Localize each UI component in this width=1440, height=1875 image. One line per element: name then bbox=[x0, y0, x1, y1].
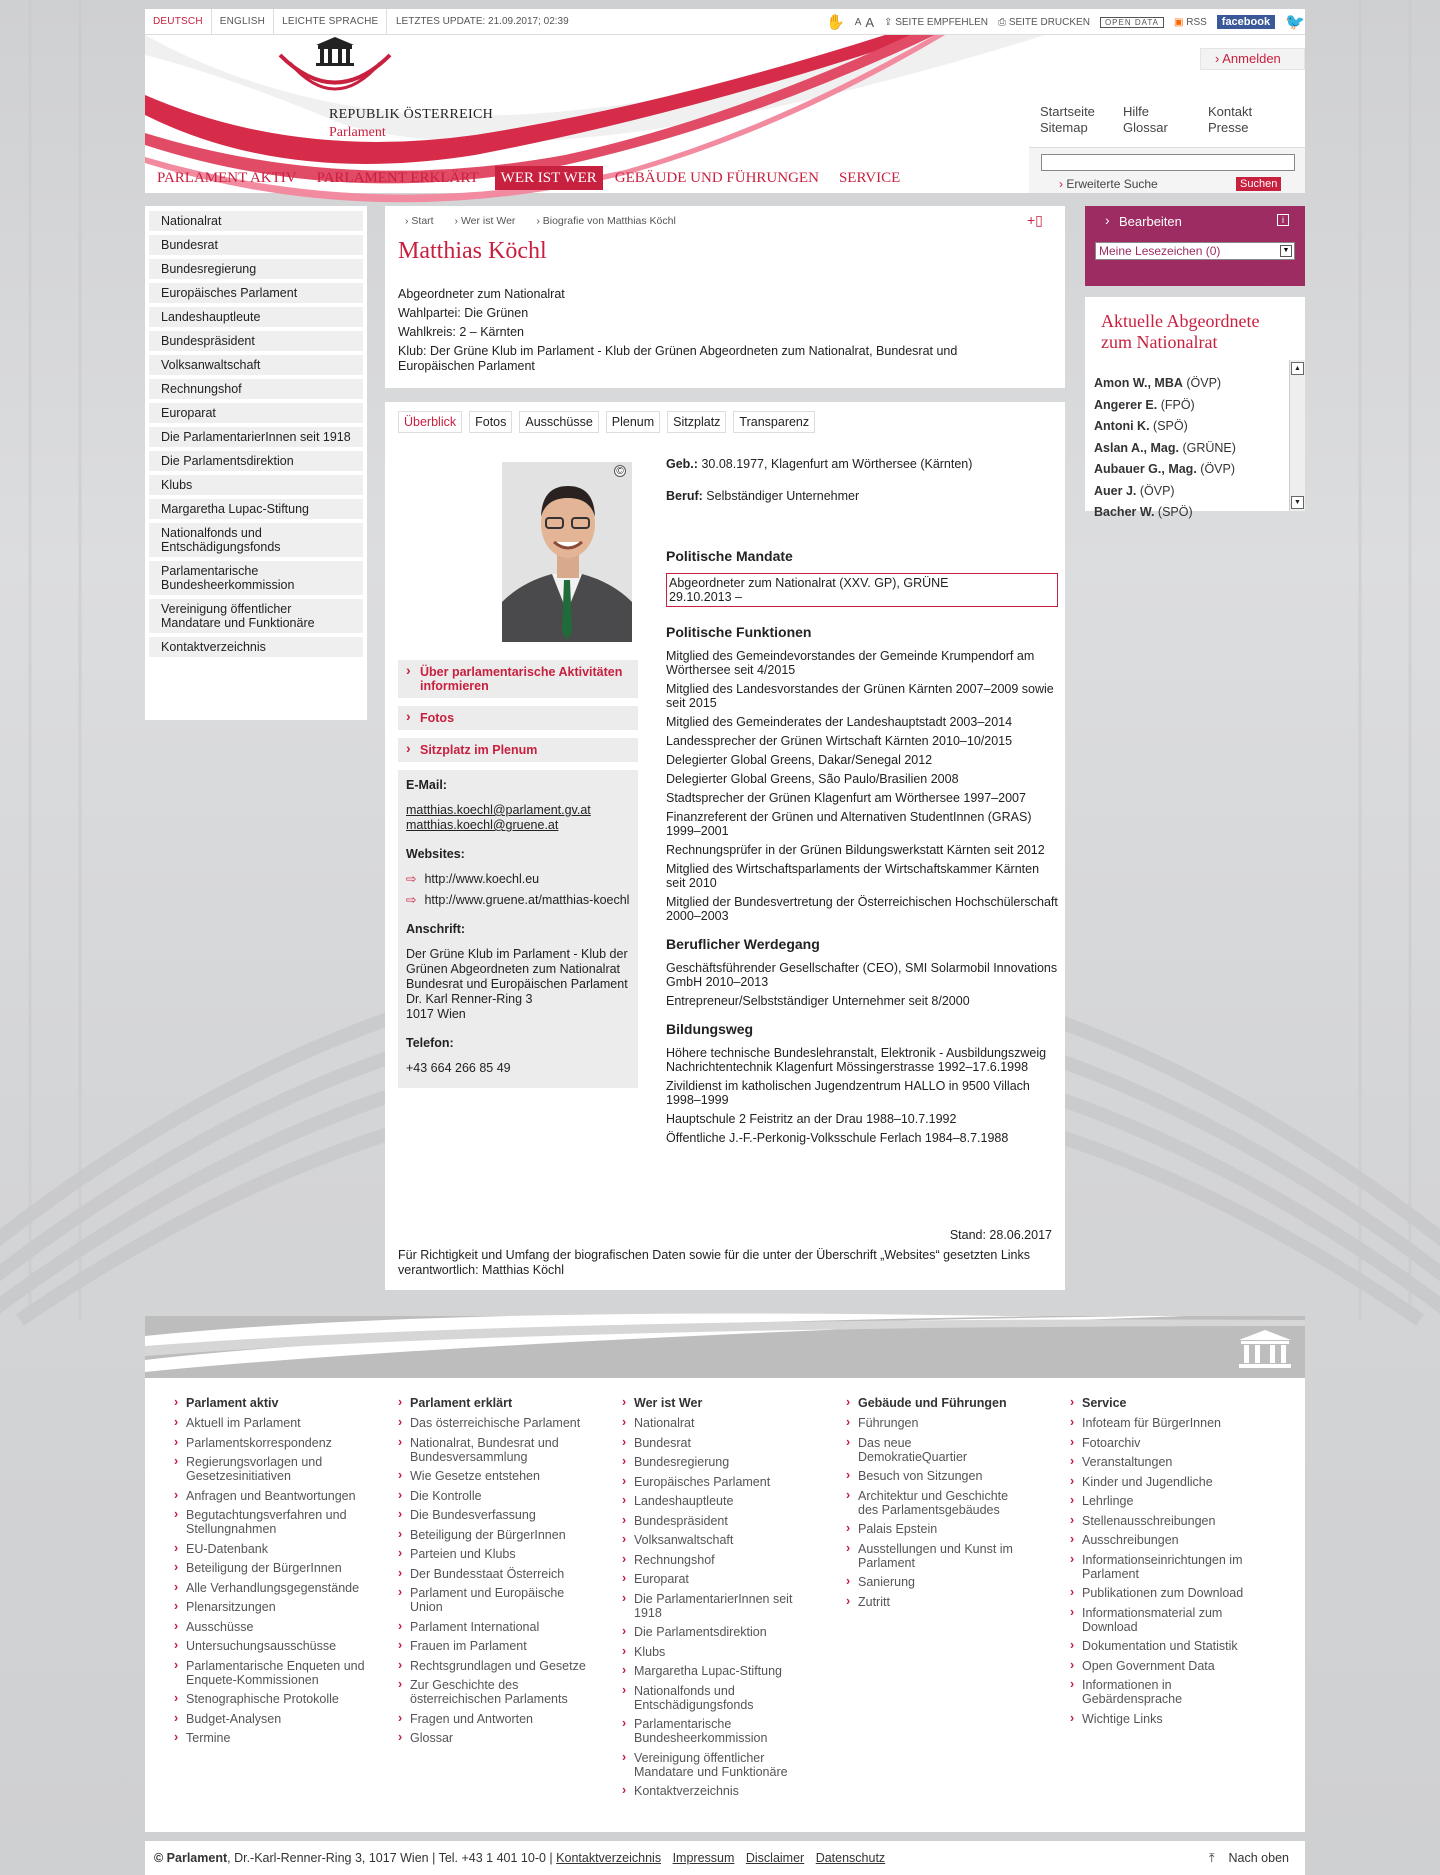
footer-link[interactable]: › Informationen in Gebärdensprache bbox=[1068, 1678, 1258, 1706]
phone-label: Telefon: bbox=[406, 1036, 454, 1050]
footer-heading[interactable]: › Wer ist Wer bbox=[620, 1396, 810, 1410]
footer-band bbox=[145, 1316, 1305, 1378]
footer-heading[interactable]: › Parlament erklärt bbox=[396, 1396, 586, 1410]
mandate-date: 29.10.2013 – bbox=[669, 590, 742, 604]
list-item[interactable] bbox=[1094, 481, 1236, 503]
footer-sitemap bbox=[145, 1378, 1305, 1832]
footer-link[interactable]: › Open Government Data bbox=[1068, 1659, 1258, 1673]
footer-link[interactable]: › Kontaktverzeichnis bbox=[620, 1784, 810, 1798]
footer-link[interactable]: › Beteiligung der BürgerInnen bbox=[172, 1561, 382, 1575]
lang-english[interactable]: ENGLISH bbox=[212, 9, 274, 35]
footer-link[interactable]: › Aktuell im Parlament bbox=[172, 1416, 382, 1430]
footer-link[interactable]: › Fotoarchiv bbox=[1068, 1436, 1258, 1450]
footer-link[interactable]: › Untersuchungsausschüsse bbox=[172, 1639, 382, 1653]
chevron-right-icon: › bbox=[1215, 51, 1223, 66]
sidebar-item[interactable]: Europarat bbox=[149, 403, 363, 423]
advanced-search-label: Erweiterte Suche bbox=[1066, 177, 1158, 191]
footer-heading[interactable]: › Parlament aktiv bbox=[172, 1396, 382, 1410]
utility-bar bbox=[145, 9, 1305, 35]
font-size-small[interactable]: A bbox=[854, 16, 862, 28]
list-item: Rechnungsprüfer in der Grünen Bildungswerkstatt Kärnten seit 2012 bbox=[666, 843, 1045, 857]
sidebar-item[interactable]: Margaretha Lupac-Stiftung bbox=[149, 499, 363, 519]
search-button[interactable]: Suchen bbox=[1236, 177, 1281, 191]
list-item[interactable] bbox=[1094, 438, 1236, 460]
footer-link[interactable]: › Nationalrat bbox=[620, 1416, 810, 1430]
sidebar-item[interactable]: Nationalrat bbox=[149, 211, 363, 231]
sidebar-item[interactable]: Klubs bbox=[149, 475, 363, 495]
breadcrumb-label: Wer ist Wer bbox=[460, 215, 516, 227]
sidebar-item[interactable]: Rechnungshof bbox=[149, 379, 363, 399]
footer-column-service bbox=[1068, 1396, 1258, 1731]
copyright-icon[interactable]: © bbox=[614, 465, 626, 477]
footer-link[interactable]: › Regierungsvorlagen und Gesetzesinitiativen bbox=[172, 1455, 382, 1483]
footer-link[interactable]: › Europäisches Parlament bbox=[620, 1475, 810, 1489]
open-data-badge[interactable]: OPEN DATA bbox=[1100, 17, 1164, 28]
footer-link[interactable]: › Architektur und Geschichte des Parlamentsgebäudes bbox=[844, 1489, 1024, 1517]
main-navigation bbox=[145, 166, 908, 190]
last-updated: Stand: 28.06.2017 bbox=[949, 1228, 1052, 1242]
footer-link[interactable]: › Zutritt bbox=[844, 1595, 1024, 1609]
footer-column-gebaeude bbox=[844, 1396, 1024, 1614]
member-party: (ÖVP) bbox=[1200, 462, 1236, 476]
address-line: Der Grüne Klub im Parlament - Klub der Grünen Abgeordneten zum Nationalrat Bundesrat und Europäischen Parlament bbox=[406, 947, 628, 991]
sidebar-item[interactable]: Volksanwaltschaft bbox=[149, 355, 363, 375]
member-party: (ÖVP) bbox=[1186, 376, 1222, 390]
profile-sidebar bbox=[398, 660, 638, 1088]
list-item[interactable] bbox=[1094, 373, 1236, 395]
breadcrumb-label: Biografie von Matthias Köchl bbox=[542, 215, 676, 227]
member-name: Angerer E. bbox=[1094, 397, 1158, 412]
list-item: Geschäftsführender Gesellschafter (CEO), SMI Solarmobil Innovations GmbH 2010–2013 bbox=[666, 961, 1058, 989]
footer-link-datenschutz[interactable]: Datenschutz bbox=[815, 1851, 886, 1865]
list-item[interactable] bbox=[1094, 416, 1236, 438]
member-name: Aslan A., Mag. bbox=[1094, 440, 1179, 455]
sign-language-icon[interactable]: ✋ bbox=[826, 14, 845, 31]
back-to-top-link[interactable] bbox=[1209, 1841, 1289, 1875]
footer-link[interactable]: › Stenographische Protokolle bbox=[172, 1692, 382, 1706]
add-bookmark-icon[interactable]: +▯ bbox=[1027, 212, 1043, 228]
member-party: (GRÜNE) bbox=[1182, 440, 1236, 455]
footer-link[interactable]: › Plenarsitzungen bbox=[172, 1600, 382, 1614]
list-item: Mitglied des Landesvorstandes der Grünen Kärnten 2007–2009 sowie seit 2015 bbox=[666, 682, 1054, 710]
address-line: 1017 Wien bbox=[406, 1007, 466, 1021]
footer-link[interactable]: › Kinder und Jugendliche bbox=[1068, 1475, 1258, 1489]
footer-link[interactable]: › Parlament und Europäische Union bbox=[396, 1586, 586, 1614]
tab-ausschuesse[interactable]: Ausschüsse bbox=[519, 411, 598, 433]
footer-bottom-bar bbox=[145, 1841, 1305, 1875]
footer-copyright: © Parlament bbox=[154, 1851, 228, 1865]
job-value: Selbständiger Unternehmer bbox=[706, 489, 860, 503]
footer-link-kontaktverzeichnis[interactable]: Kontaktverzeichnis bbox=[556, 1851, 662, 1865]
current-members-heading: Aktuelle Abgeordnete zum Nationalrat bbox=[1101, 311, 1260, 352]
edit-title: Bearbeiten bbox=[1119, 214, 1182, 229]
parliament-footer-icon bbox=[1235, 1328, 1295, 1372]
footer-column-parlament-erklaert bbox=[396, 1396, 586, 1751]
birth-value: 30.08.1977, Klagenfurt am Wörthersee (Kärnten) bbox=[701, 457, 973, 471]
address-label: Anschrift: bbox=[406, 922, 466, 936]
chevron-right-icon: › bbox=[1105, 212, 1110, 228]
list-item[interactable] bbox=[1094, 459, 1236, 481]
tools bbox=[826, 9, 1305, 35]
phone-number: +43 664 266 85 49 bbox=[406, 1061, 511, 1075]
tab-transparenz[interactable]: Transparenz bbox=[733, 411, 815, 433]
share-icon: ⇪ bbox=[884, 16, 893, 28]
login-label: Anmelden bbox=[1222, 51, 1281, 66]
lang-leichte-sprache[interactable]: LEICHTE SPRACHE bbox=[274, 9, 387, 35]
quicklink-startseite[interactable]: Startseite bbox=[1040, 104, 1095, 119]
sidebar-item[interactable]: Bundespräsident bbox=[149, 331, 363, 351]
parliament-logo-icon[interactable] bbox=[270, 35, 400, 105]
member-party: (ÖVP) bbox=[1139, 483, 1175, 498]
birth-info bbox=[666, 457, 1058, 471]
sidebar-item[interactable]: Vereinigung öffentlicher Mandatare und Funktionäre bbox=[149, 599, 363, 633]
breadcrumb-wer-ist-wer[interactable]: › Wer ist Wer bbox=[454, 215, 516, 227]
footer-link[interactable]: › Klubs bbox=[620, 1645, 810, 1659]
chevron-right-icon: › bbox=[1059, 177, 1067, 191]
footer-link[interactable]: › Margaretha Lupac-Stiftung bbox=[620, 1664, 810, 1678]
footer-link[interactable]: › Führungen bbox=[844, 1416, 1024, 1430]
footer-link[interactable]: › Die Bundesverfassung bbox=[396, 1508, 586, 1522]
logo-parlament: Parlament bbox=[329, 125, 386, 140]
facebook-button[interactable]: facebook bbox=[1217, 15, 1275, 29]
website-url: http://www.gruene.at/matthias-koechl bbox=[424, 893, 630, 907]
list-item: Delegierter Global Greens, São Paulo/Brasilien 2008 bbox=[666, 772, 959, 786]
email-link[interactable]: matthias.koechl@gruene.at bbox=[406, 818, 559, 832]
nav-wer-ist-wer[interactable]: WER IST WER bbox=[495, 166, 603, 190]
footer-link-disclaimer[interactable]: Disclaimer bbox=[745, 1851, 805, 1865]
footer-link[interactable]: › Ausstellungen und Kunst im Parlament bbox=[844, 1542, 1024, 1570]
profile-intro bbox=[398, 285, 998, 374]
mandate-heading: Politische Mandate bbox=[666, 548, 793, 564]
footer-link[interactable]: › Sanierung bbox=[844, 1575, 1024, 1589]
activities-link[interactable]: › Über parlamentarische Aktivitäten informieren bbox=[398, 660, 638, 698]
footer-link[interactable]: › Lehrlinge bbox=[1068, 1494, 1258, 1508]
font-size-large[interactable]: A bbox=[865, 14, 875, 30]
footer-link[interactable]: › Palais Epstein bbox=[844, 1522, 1024, 1536]
rss-label: RSS bbox=[1186, 16, 1207, 28]
portrait-photo bbox=[502, 462, 632, 642]
rss-icon: ▣ bbox=[1173, 16, 1184, 28]
footer-link[interactable]: › Rechnungshof bbox=[620, 1553, 810, 1567]
list-item: Landessprecher der Grünen Wirtschaft Kärnten 2010–10/2015 bbox=[666, 734, 1013, 748]
list-item[interactable] bbox=[1094, 395, 1236, 417]
mandate-box bbox=[666, 573, 1058, 607]
footer-link[interactable]: › Parteien und Klubs bbox=[396, 1547, 586, 1561]
twitter-icon[interactable]: 🐦 bbox=[1285, 14, 1305, 31]
website-url: http://www.koechl.eu bbox=[424, 872, 540, 886]
functions-heading: Politische Funktionen bbox=[666, 624, 812, 640]
photos-link[interactable]: › Fotos bbox=[398, 706, 638, 730]
list-item: Mitglied des Wirtschaftsparlaments der Wirtschaftskammer Kärnten seit 2010 bbox=[666, 862, 1040, 890]
footer-link[interactable]: › Volksanwaltschaft bbox=[620, 1533, 810, 1547]
website-link[interactable] bbox=[406, 872, 630, 887]
external-link-icon: ⇨ bbox=[406, 872, 417, 886]
footer-link[interactable]: › Wichtige Links bbox=[1068, 1712, 1258, 1726]
breadcrumb-start[interactable]: › Start bbox=[405, 215, 434, 227]
search-input[interactable] bbox=[1041, 154, 1295, 171]
page-title: Matthias Köchl bbox=[398, 238, 547, 264]
nav-service[interactable]: SERVICE bbox=[838, 170, 901, 186]
breadcrumb bbox=[405, 215, 694, 227]
footer-link[interactable]: › Termine bbox=[172, 1731, 382, 1745]
footer-link[interactable]: › Der Bundesstaat Österreich bbox=[396, 1567, 586, 1581]
sidebar-item[interactable]: Die Parlamentsdirektion bbox=[149, 451, 363, 471]
sidebar-item[interactable]: Europäisches Parlament bbox=[149, 283, 363, 303]
intro-district: Wahlkreis: 2 – Kärnten bbox=[398, 325, 524, 339]
breadcrumb-current: › Biografie von Matthias Köchl bbox=[536, 215, 676, 227]
footer-address: , Dr.-Karl-Renner-Ring 3, 1017 Wien | Tel. +43 1 401 10-0 | bbox=[227, 1851, 553, 1865]
quicklink-sitemap[interactable]: Sitemap bbox=[1040, 120, 1088, 135]
print-icon: ⎙ bbox=[998, 16, 1007, 28]
footer-link[interactable]: › Zur Geschichte des österreichischen Parlaments bbox=[396, 1678, 586, 1706]
list-item: Stadtsprecher der Grünen Klagenfurt am Wörthersee 1997–2007 bbox=[666, 791, 1026, 805]
footer-link[interactable]: › Fragen und Antworten bbox=[396, 1712, 586, 1726]
member-name: Amon W., MBA bbox=[1094, 376, 1183, 390]
list-item: Mitglied der Bundesvertretung der Österreichischen Hochschülerschaft 2000–2003 bbox=[666, 895, 1058, 923]
footer-link[interactable]: › Bundesrat bbox=[620, 1436, 810, 1450]
footer-link[interactable]: › Glossar bbox=[396, 1731, 586, 1745]
current-members-panel bbox=[1085, 297, 1305, 519]
info-icon[interactable]: i bbox=[1277, 214, 1289, 226]
footer-link[interactable]: › Informationsmaterial zum Download bbox=[1068, 1606, 1258, 1634]
career-heading: Beruflicher Werdegang bbox=[666, 936, 820, 952]
footer-link-impressum[interactable]: Impressum bbox=[672, 1851, 735, 1865]
login-button[interactable] bbox=[1200, 48, 1305, 70]
footer-link[interactable]: › Parlamentarische Enqueten und Enquete-Kommissionen bbox=[172, 1659, 382, 1687]
job-info bbox=[666, 489, 1058, 503]
footer-link[interactable]: › Dokumentation und Statistik bbox=[1068, 1639, 1258, 1653]
list-item: Zivildienst im katholischen Jugendzentrum HALLO in 9500 Villach 1998–1999 bbox=[666, 1079, 1030, 1107]
advanced-search-link[interactable] bbox=[1059, 177, 1158, 191]
search-panel bbox=[1029, 147, 1305, 193]
contact-box bbox=[398, 770, 638, 1088]
footer-link[interactable]: › Anfragen und Beantwortungen bbox=[172, 1489, 382, 1503]
footer-link[interactable]: › Die Kontrolle bbox=[396, 1489, 586, 1503]
footer-link[interactable]: › Begutachtungsverfahren und Stellungnahmen bbox=[172, 1508, 382, 1536]
back-to-top-label: Nach oben bbox=[1228, 1851, 1289, 1865]
footer-link[interactable]: › Bundesregierung bbox=[620, 1455, 810, 1469]
footer-link[interactable]: › Rechtsgrundlagen und Gesetze bbox=[396, 1659, 586, 1673]
intro-party: Wahlpartei: Die Grünen bbox=[398, 306, 529, 320]
tab-sitzplatz[interactable]: Sitzplatz bbox=[667, 411, 726, 433]
list-item[interactable] bbox=[1094, 502, 1236, 524]
sidebar-item[interactable]: Nationalfonds und Entschädigungsfonds bbox=[149, 523, 363, 557]
footer-swoosh bbox=[145, 1316, 1305, 1378]
biography bbox=[666, 457, 1058, 1150]
recommend-link[interactable] bbox=[884, 17, 988, 28]
sidebar-item[interactable]: Bundesrat bbox=[149, 235, 363, 255]
footer-link[interactable]: › Nationalfonds und Entschädigungsfonds bbox=[620, 1684, 810, 1712]
list-item: Öffentliche J.-F.-Perkonig-Volksschule Ferlach 1984–8.7.1988 bbox=[666, 1131, 1009, 1145]
quick-links bbox=[1040, 104, 1278, 135]
member-name: Aubauer G., Mag. bbox=[1094, 462, 1197, 476]
nav-parlament-aktiv[interactable]: PARLAMENT AKTIV bbox=[157, 170, 297, 186]
sidebar-item[interactable]: Kontaktverzeichnis bbox=[149, 637, 363, 657]
intro-role: Abgeordneter zum Nationalrat bbox=[398, 287, 565, 301]
list-item: Mitglied des Gemeindevorstandes der Gemeinde Krumpendorf am Wörthersee seit 4/2015 bbox=[666, 649, 1035, 677]
footer-link[interactable]: › Parlamentarische Bundesheerkommission bbox=[620, 1717, 810, 1745]
footer-link[interactable]: › Alle Verhandlungsgegenstände bbox=[172, 1581, 382, 1595]
profile-tabs bbox=[398, 411, 815, 433]
member-name: Auer J. bbox=[1094, 483, 1137, 498]
member-party: (SPÖ) bbox=[1153, 419, 1188, 433]
footer-link[interactable]: › Stellenausschreibungen bbox=[1068, 1514, 1258, 1528]
footer-link[interactable]: › Infoteam für BürgerInnen bbox=[1068, 1416, 1258, 1430]
disclaimer: Für Richtigkeit und Umfang der biografischen Daten sowie für die unter der Überschrift „Websites“ gesetzten Links verantwortlich: Matthias Köchl bbox=[398, 1248, 1031, 1277]
quicklink-presse[interactable]: Presse bbox=[1208, 120, 1249, 135]
footer-link[interactable]: › Die Parlamentsdirektion bbox=[620, 1625, 810, 1639]
tab-ueberblick[interactable]: Überblick bbox=[398, 411, 462, 433]
list-item: Delegierter Global Greens, Dakar/Senegal 2012 bbox=[666, 753, 933, 767]
footer-column-wer-ist-wer bbox=[620, 1396, 810, 1804]
footer-column-parlament-aktiv bbox=[172, 1396, 382, 1751]
footer-link[interactable]: › Die ParlamentarierInnen seit 1918 bbox=[620, 1592, 810, 1620]
email-label: E-Mail: bbox=[406, 778, 447, 792]
list-item: Mitglied des Gemeinderates der Landeshauptstadt 2003–2014 bbox=[666, 715, 1013, 729]
seat-link[interactable]: › Sitzplatz im Plenum bbox=[398, 738, 638, 762]
footer-link[interactable]: › Veranstaltungen bbox=[1068, 1455, 1258, 1469]
section-navigation bbox=[145, 206, 367, 720]
footer-link[interactable]: › Landeshauptleute bbox=[620, 1494, 810, 1508]
footer-link[interactable]: › Informationseinrichtungen im Parlament bbox=[1068, 1553, 1258, 1581]
recommend-label: SEITE EMPFEHLEN bbox=[895, 16, 989, 28]
arrow-up-icon: ⤒ bbox=[1209, 1851, 1215, 1865]
list-item: Entrepreneur/Selbstständiger Unternehmer seit 8/2000 bbox=[666, 994, 970, 1008]
footer-heading[interactable]: › Gebäude und Führungen bbox=[844, 1396, 1024, 1410]
scroll-down-icon[interactable]: ▼ bbox=[1291, 496, 1304, 509]
nav-gebaeude[interactable]: GEBÄUDE UND FÜHRUNGEN bbox=[614, 170, 819, 186]
footer-link[interactable]: › Europarat bbox=[620, 1572, 810, 1586]
external-link-icon: ⇨ bbox=[406, 893, 417, 907]
footer-link[interactable]: › Parlament International bbox=[396, 1620, 586, 1634]
profile-body bbox=[385, 402, 1065, 1290]
birth-label: Geb.: bbox=[666, 457, 698, 471]
profile-header bbox=[385, 206, 1065, 388]
members-list bbox=[1094, 373, 1236, 524]
footer-link[interactable]: › Publikationen zum Download bbox=[1068, 1586, 1258, 1600]
list-item: Hauptschule 2 Feistritz an der Drau 1988–10.7.1992 bbox=[666, 1112, 957, 1126]
intro-club: Klub: Der Grüne Klub im Parlament - Klub der Grünen Abgeordneten zum Nationalrat, Bundesrat und Europäischen Parlament bbox=[398, 344, 958, 373]
member-name: Bacher W. bbox=[1094, 505, 1155, 519]
footer-heading[interactable]: › Service bbox=[1068, 1396, 1258, 1410]
members-scrollbar[interactable] bbox=[1289, 360, 1305, 511]
websites-label: Websites: bbox=[406, 847, 465, 861]
footer-link[interactable]: › Besuch von Sitzungen bbox=[844, 1469, 1024, 1483]
website-link[interactable] bbox=[406, 893, 630, 908]
last-update: LETZTES UPDATE: 21.09.2017; 02:39 bbox=[396, 16, 569, 27]
member-party: (FPÖ) bbox=[1160, 397, 1195, 412]
sidebar-item[interactable]: Landeshauptleute bbox=[149, 307, 363, 327]
education-heading: Bildungsweg bbox=[666, 1021, 754, 1037]
list-item: Höhere technische Bundeslehranstalt, Elektronik - Ausbildungszweig Nachrichtentechnik Klagenfurt Mössingerstrasse 1992–17.6.1998 bbox=[666, 1046, 1047, 1074]
footer-link[interactable]: › Parlamentskorrespondenz bbox=[172, 1436, 382, 1450]
scroll-up-icon[interactable]: ▲ bbox=[1291, 362, 1304, 375]
job-label: Beruf: bbox=[666, 489, 703, 503]
tab-plenum[interactable]: Plenum bbox=[606, 411, 660, 433]
email-link[interactable]: matthias.koechl@parlament.gv.at bbox=[406, 803, 591, 817]
edit-panel bbox=[1085, 206, 1305, 286]
list-item: Finanzreferent der Grünen und Alternativen StudentInnen (GRAS) 1999–2001 bbox=[666, 810, 1032, 838]
chevron-down-icon: ▼ bbox=[1280, 245, 1292, 257]
portrait-image bbox=[502, 462, 632, 642]
footer-link[interactable]: › Vereinigung öffentlicher Mandatare und Funktionäre bbox=[620, 1751, 810, 1779]
footer-link[interactable]: › Das neue DemokratieQuartier bbox=[844, 1436, 974, 1464]
lang-deutsch[interactable]: DEUTSCH bbox=[145, 9, 212, 35]
print-label: SEITE DRUCKEN bbox=[1008, 16, 1090, 28]
sidebar-item[interactable]: Die ParlamentarierInnen seit 1918 bbox=[149, 427, 363, 447]
address-line: Dr. Karl Renner-Ring 3 bbox=[406, 992, 533, 1006]
sidebar-item[interactable]: Bundesregierung bbox=[149, 259, 363, 279]
footer-link[interactable]: › Wie Gesetze entstehen bbox=[396, 1469, 586, 1483]
member-name: Antoni K. bbox=[1094, 419, 1150, 433]
language-switcher bbox=[145, 9, 387, 35]
logo-republic: REPUBLIK ÖSTERREICH bbox=[329, 107, 493, 122]
member-party: (SPÖ) bbox=[1157, 505, 1193, 519]
bookmarks-value: Meine Lesezeichen (0) bbox=[1099, 244, 1221, 258]
quicklink-glossar[interactable]: Glossar bbox=[1123, 120, 1168, 135]
footer-link[interactable]: › Ausschreibungen bbox=[1068, 1533, 1258, 1547]
bookmarks-select[interactable] bbox=[1095, 242, 1295, 260]
footer-link[interactable]: › Nationalrat, Bundesrat und Bundesversammlung bbox=[396, 1436, 586, 1464]
nav-parlament-erklaert[interactable]: PARLAMENT ERKLÄRT bbox=[316, 170, 479, 186]
print-link[interactable] bbox=[998, 17, 1090, 28]
footer-link[interactable]: › Beteiligung der BürgerInnen bbox=[396, 1528, 586, 1542]
footer-link[interactable]: › Bundespräsident bbox=[620, 1514, 810, 1528]
footer-link[interactable]: › Das österreichische Parlament bbox=[396, 1416, 586, 1430]
quicklink-hilfe[interactable]: Hilfe bbox=[1123, 104, 1150, 119]
tab-fotos[interactable]: Fotos bbox=[469, 411, 512, 433]
footer-link[interactable]: › Ausschüsse bbox=[172, 1620, 382, 1634]
mandate-line: Abgeordneter zum Nationalrat (XXV. GP), GRÜNE bbox=[669, 576, 949, 590]
breadcrumb-label: Start bbox=[411, 215, 434, 227]
sidebar-item[interactable]: Parlamentarische Bundesheerkommission bbox=[149, 561, 363, 595]
rss-link[interactable] bbox=[1174, 17, 1207, 28]
quicklink-kontakt[interactable]: Kontakt bbox=[1208, 104, 1253, 119]
footer-link[interactable]: › Frauen im Parlament bbox=[396, 1639, 586, 1653]
footer-link[interactable]: › Budget-Analysen bbox=[172, 1712, 382, 1726]
footer-link[interactable]: › EU-Datenbank bbox=[172, 1542, 382, 1556]
